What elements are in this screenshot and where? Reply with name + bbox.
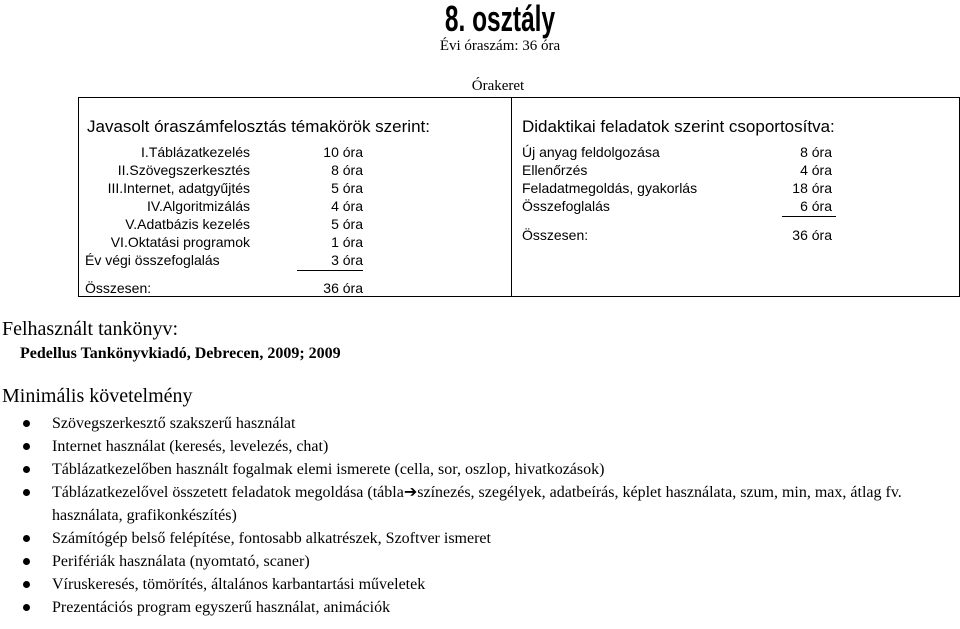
requirement-text: Internet használat (keresés, levelezés, chat) <box>52 438 329 455</box>
topic-allocation-box <box>78 97 512 297</box>
topic-hours: 5 óra <box>331 180 363 196</box>
topic-hours: 5 óra <box>331 216 363 232</box>
page-title: 8. osztály <box>444 0 556 39</box>
didactic-row <box>522 143 952 161</box>
total-hours: 36 óra <box>792 227 832 243</box>
didactic-row <box>522 161 952 179</box>
total-label: Összesen: <box>522 227 589 243</box>
didactic-hours: 18 óra <box>792 180 832 196</box>
bullet-icon <box>23 466 30 473</box>
didactic-hours: 6 óra <box>800 198 832 214</box>
didactic-label: Ellenőrzés <box>522 162 588 178</box>
topic-label: IV.Algoritmizálás <box>147 198 250 214</box>
requirement-text: Perifériák használata (nyomtató, scaner) <box>52 553 310 570</box>
total-row <box>522 226 952 244</box>
didactic-hours: 8 óra <box>800 144 832 160</box>
didactic-row <box>522 197 952 215</box>
bullet-icon <box>23 443 30 450</box>
requirement-text: Táblázatkezelővel összetett feladatok megoldása (tábla➔színezés, szegélyek, adatbeírás, képlet használata, szum, min, max, átlag fv. használata, grafikonkészítés) <box>52 484 902 524</box>
topic-row <box>79 233 513 251</box>
topic-label: VI.Oktatási programok <box>110 234 250 250</box>
topic-hours: 4 óra <box>331 198 363 214</box>
requirements-list <box>0 412 960 619</box>
total-label: Összesen: <box>85 280 152 296</box>
didactic-label: Új anyag feldolgozása <box>522 144 660 160</box>
textbook-value: Pedellus Tankönyvkiadó, Debrecen, 2009; 2009 <box>20 345 341 362</box>
bullet-icon <box>23 489 30 496</box>
requirement-text: Táblázatkezelőben használt fogalmak elemi ismerete (cella, sor, oszlop, hivatkozások) <box>52 461 605 478</box>
requirement-text: Prezentációs program egyszerű használat, animációk <box>52 599 391 616</box>
list-item <box>0 550 960 573</box>
annual-hours: Évi óraszám: 36 óra <box>439 38 561 54</box>
topic-row <box>79 215 513 233</box>
requirement-text: Szövegszerkesztő szakszerű használat <box>52 415 296 432</box>
topic-hours: 3 óra <box>331 252 363 268</box>
total-divider <box>782 216 836 217</box>
list-item <box>0 458 960 481</box>
topic-hours: 1 óra <box>331 234 363 250</box>
total-divider <box>297 270 363 271</box>
list-item <box>0 435 960 458</box>
bullet-icon <box>23 581 30 588</box>
list-item <box>0 573 960 596</box>
didactic-allocation-heading: Didaktikai feladatok szerint csoportosítva: <box>522 117 835 136</box>
didactic-allocation-box <box>511 97 960 297</box>
list-item <box>0 596 960 619</box>
requirement-text: Víruskeresés, tömörítés, általános karbantartási műveletek <box>52 576 426 593</box>
topic-label: II.Szövegszerkesztés <box>117 162 250 178</box>
textbook-heading: Felhasznált tankönyv: <box>2 318 179 340</box>
topic-row <box>79 143 513 161</box>
frame-label: Órakeret <box>471 78 525 94</box>
bullet-icon <box>23 420 30 427</box>
didactic-hours: 4 óra <box>800 162 832 178</box>
topic-allocation-heading: Javasolt óraszámfelosztás témakörök szerint: <box>87 117 430 136</box>
bullet-icon <box>23 535 30 542</box>
minimum-heading: Minimális követelmény <box>2 385 193 407</box>
requirement-text: Számítógép belső felépítése, fontosabb alkatrészek, Szoftver ismeret <box>52 530 491 547</box>
list-item <box>0 412 960 435</box>
topic-hours: 8 óra <box>331 162 363 178</box>
bullet-icon <box>23 558 30 565</box>
topic-label: III.Internet, adatgyűjtés <box>107 180 250 196</box>
topic-label: I.Táblázatkezelés <box>141 144 250 160</box>
topic-hours: 10 óra <box>323 144 363 160</box>
list-item <box>0 527 960 550</box>
list-item <box>0 481 960 527</box>
didactic-label: Feladatmegoldás, gyakorlás <box>522 180 698 196</box>
topic-row-year-end <box>79 251 513 269</box>
didactic-row <box>522 179 952 197</box>
topic-row <box>79 161 513 179</box>
total-hours: 36 óra <box>323 280 363 296</box>
topic-label: V.Adatbázis kezelés <box>125 216 250 232</box>
topic-row <box>79 179 513 197</box>
bullet-icon <box>23 604 30 611</box>
topic-row <box>79 197 513 215</box>
didactic-label: Összefoglalás <box>522 198 610 214</box>
topic-label: Év végi összefoglalás <box>85 252 220 268</box>
total-row <box>79 279 513 297</box>
